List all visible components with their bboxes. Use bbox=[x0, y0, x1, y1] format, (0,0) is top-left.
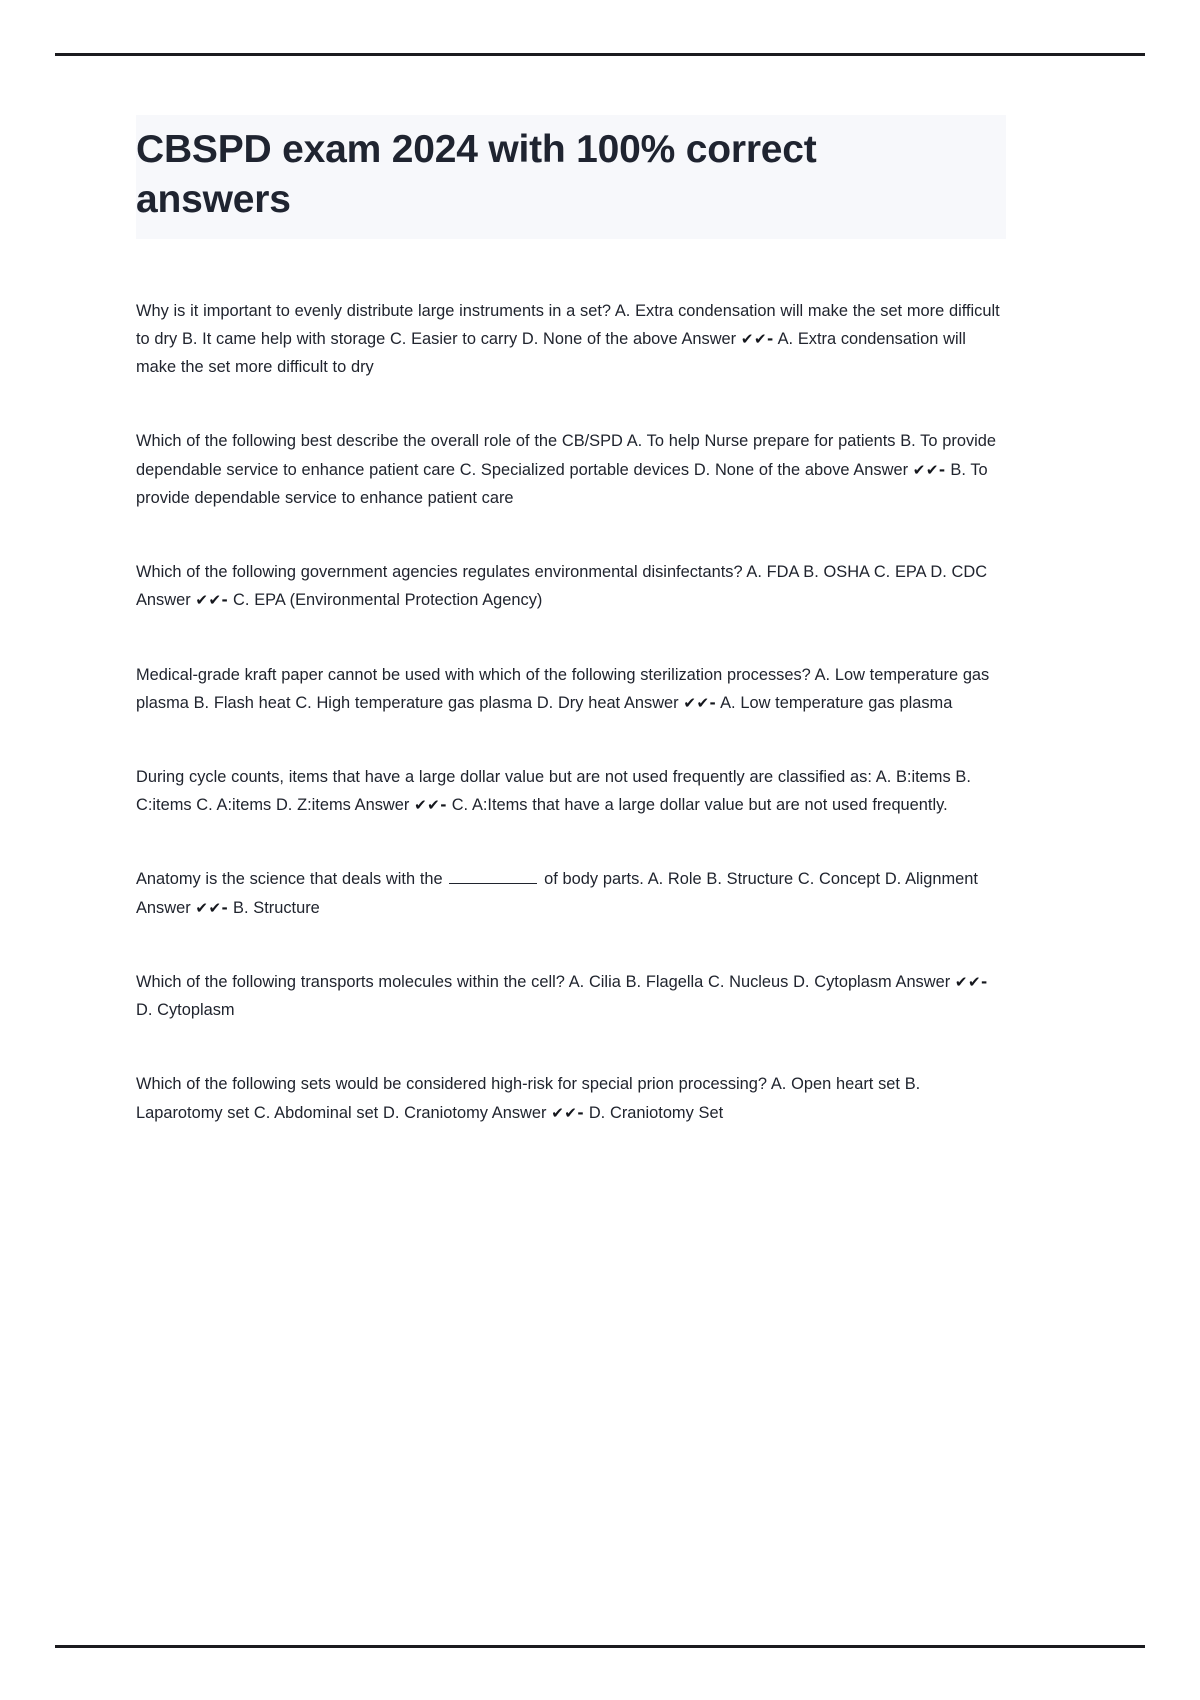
qa-question-text: Anatomy is the science that deals with the bbox=[136, 870, 448, 889]
qa-text bbox=[136, 558, 1000, 614]
fill-in-blank bbox=[449, 868, 537, 884]
qa-item bbox=[136, 717, 1000, 819]
question-answer-list bbox=[0, 239, 1200, 1127]
qa-item bbox=[136, 922, 1000, 1024]
qa-text bbox=[136, 427, 1000, 512]
qa-answer-text: A. Low temperature gas plasma bbox=[716, 693, 953, 712]
answer-check-marks: ✔✔- bbox=[414, 796, 447, 815]
qa-item bbox=[136, 1024, 1000, 1126]
qa-text bbox=[136, 297, 1005, 382]
answer-check-marks: ✔✔- bbox=[195, 898, 229, 917]
qa-item bbox=[136, 381, 1000, 512]
qa-answer-text: A. Extra condensation will make the set more difficult to dry bbox=[136, 330, 971, 377]
qa-question-text: Why is it important to evenly distribute large instruments in a set? A. Extra condensation will make the set more difficult to dry B. It came help with storage C. Easier to carry D. None of the above Answer bbox=[136, 301, 1005, 349]
qa-question-text: During cycle counts, items that have a large dollar value but are not used frequently are classified as: A. B:items B. C:items C. A:items D. Z:items Answer bbox=[136, 768, 976, 815]
qa-answer-text: B. Structure bbox=[228, 898, 320, 917]
footer-divider-rule bbox=[55, 1645, 1145, 1648]
qa-question-text: Which of the following sets would be considered high-risk for special prion processing? A. Open heart set B. Laparotomy set C. Abdominal set D. Craniotomy Answer bbox=[136, 1075, 925, 1122]
qa-item bbox=[136, 512, 1000, 614]
page-title: CBSPD exam 2024 with 100% correct answers bbox=[136, 128, 817, 221]
qa-text bbox=[136, 1070, 1000, 1126]
qa-text bbox=[136, 763, 1000, 819]
answer-check-marks: ✔✔- bbox=[912, 460, 946, 479]
qa-text bbox=[136, 661, 1000, 717]
answer-check-marks: ✔✔- bbox=[740, 330, 774, 349]
qa-answer-text: C. EPA (Environmental Protection Agency) bbox=[228, 591, 543, 610]
answer-check-marks: ✔✔- bbox=[195, 591, 229, 610]
qa-item bbox=[136, 615, 1000, 717]
qa-answer-text: B. To provide dependable service to enhance patient care bbox=[136, 460, 993, 507]
answer-check-marks: ✔✔- bbox=[551, 1103, 585, 1122]
qa-question-text: Which of the following government agencies regulates environmental disinfectants? A. FDA B. OSHA C. EPA D. CDC Answer bbox=[136, 563, 991, 610]
document-content bbox=[0, 53, 1200, 1127]
qa-question-text-continued: of body parts. A. Role B. Structure C. Concept D. Alignment Answer bbox=[136, 870, 982, 917]
qa-question-text: Which of the following transports molecules within the cell? A. Cilia B. Flagella C. Nucleus D. Cytoplasm Answer bbox=[136, 972, 955, 991]
qa-answer-text: C. A:Items that have a large dollar value but are not used frequently. bbox=[446, 796, 948, 815]
qa-question-text: Which of the following best describe the overall role of the CB/SPD A. To help Nurse prepare for patients B. To provide dependable service to enhance patient care C. Specialized portable devices D. None of the above Answer bbox=[136, 432, 1001, 479]
answer-check-marks: ✔✔- bbox=[683, 693, 717, 712]
answer-check-marks: ✔✔- bbox=[954, 972, 988, 991]
document-title-band bbox=[136, 115, 1006, 239]
qa-answer-text: D. Cytoplasm bbox=[136, 972, 993, 1020]
qa-question-text: Medical-grade kraft paper cannot be used with which of the following sterilization processes? A. Low temperature gas plasma B. Flash heat C. High temperature gas plasma D. Dry heat Answer bbox=[136, 665, 995, 712]
qa-text bbox=[136, 968, 1000, 1024]
qa-answer-text: D. Craniotomy Set bbox=[584, 1103, 724, 1122]
qa-item bbox=[136, 239, 1005, 382]
qa-item bbox=[136, 819, 1000, 921]
qa-text bbox=[136, 865, 1000, 921]
